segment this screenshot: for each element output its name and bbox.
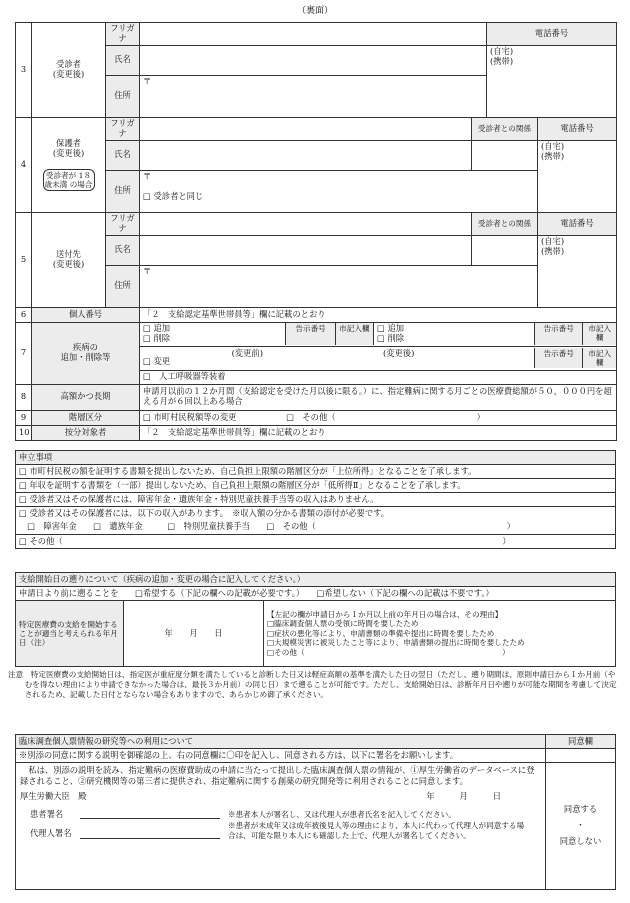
furigana-label: フリガナ <box>106 117 140 140</box>
relation-label: 受診者との関係 <box>472 117 538 140</box>
consent-section <box>15 734 616 890</box>
declaration-section <box>15 450 616 549</box>
after-change-label: (変更後) <box>382 348 415 359</box>
declaration-income-options[interactable]: □ 障害年金 □ 遺族年金 □ 特別児童扶養手当 □ その他（ ） <box>16 521 616 535</box>
agree-option[interactable]: 同意する <box>563 804 598 815</box>
name-label: 氏名 <box>106 235 140 265</box>
furigana-label: フリガナ <box>106 212 140 235</box>
city-entry-label: 市記入欄 <box>583 323 616 345</box>
row-number: 6 <box>16 307 32 322</box>
row-number: 3 <box>16 23 32 118</box>
patient-signature-field[interactable] <box>80 810 220 819</box>
agent-sign-note: ※患者が未成年又は成年被後見人等の理由により、本人に代わって代理人が同意する場合は、可能な限り本人にも確認した上で、代理人が署名してください。 <box>228 821 525 841</box>
retro-reasons[interactable]: 【左記の欄が申請日から１か月以上前の年月日の場合は、その理由】 □臨床調査個人票の受領に時間を要したため □症状の悪化等により、申請書類の準備や提出に時間を要したため □大規模災害に被災したこと等により、申請書類の提出に時間を要したため □その他（ ） <box>264 601 616 667</box>
address-input[interactable]: 〒 <box>140 265 538 307</box>
start-date-label: 特定医療費の支給を開始することが適当と考えられる年月日（注） <box>16 601 124 667</box>
retro-options[interactable]: 申請日より前に遡ることを □希望する（下記の欄への記載が必要です。） □希望しない（下記の欄への記載は不要です。） <box>16 587 616 601</box>
start-date-input[interactable]: 年 月 日 <box>124 601 264 667</box>
retro-header: 支給開始日の遡りについて（疾病の追加・変更の場合に記入してください。） <box>16 573 616 587</box>
before-change-label: (変更前) <box>231 348 263 359</box>
row-number: 5 <box>16 212 32 307</box>
consent-header: 臨床調査個人票情報の研究等への利用について <box>16 735 546 749</box>
city-entry-label: 市記入欄 <box>583 348 616 368</box>
name-label: 氏名 <box>106 45 140 75</box>
patient-sign-note: ※患者本人が署名し、又は代理人が患者氏名を記入してください。 <box>228 809 456 819</box>
disease-change-checkbox[interactable]: □ 変更 <box>143 356 171 367</box>
ventilator-checkbox[interactable]: □ 人工呼吸器等装着 <box>140 370 617 384</box>
tier-options[interactable]: □ 市町村民税額等の変更 □ その他（ ） <box>140 410 617 425</box>
phone-input[interactable]: (自宅) (携帯) <box>538 140 617 212</box>
row-label: 送付先 (変更後) <box>32 212 106 307</box>
declaration-item[interactable]: □ 年収を証明する書類を（一部）提出しないため、自己負担上限額の階層区分が「低所得Ⅱ」となることを了承します。 <box>16 479 616 493</box>
declaration-item[interactable]: □ 受診者又はその保護者には、障害年金・遺族年金・特別児童扶養手当等の収入はありません。 <box>16 493 616 507</box>
phone-label: 電話番号 <box>538 117 617 140</box>
row-label: 階層区分 <box>32 410 140 425</box>
agent-signature-field[interactable] <box>80 830 220 839</box>
row-value: 「２ 支給認定基準世帯員等」欄に記載のとおり <box>140 425 617 440</box>
declaration-header: 申立事項 <box>16 451 616 465</box>
furigana-input[interactable] <box>140 212 472 235</box>
disagree-option[interactable]: 同意しない <box>559 835 602 846</box>
row-value: 「２ 支給認定基準世帯員等」欄に記載のとおり <box>140 307 617 322</box>
name-input[interactable] <box>140 45 487 75</box>
consent-body: 私は、別添の説明を読み、指定難病の医療費助成の申請に当たって提出した臨床調査個人票の情報が、①厚生労働省のデータベースに登録されること、②研究機関等の第三者に提供され、指定難病に関する創薬の研究開発等に利用されることに同意します。 <box>20 765 535 786</box>
relation-input[interactable] <box>472 140 538 170</box>
notice-number-label: 告示番号 <box>535 348 583 368</box>
phone-input[interactable]: (自宅) (携帯) <box>538 235 617 307</box>
patient-sign-label: 患者署名 <box>30 808 64 819</box>
furigana-label: フリガナ <box>106 23 140 46</box>
phone-label: 電話番号 <box>538 212 617 235</box>
declaration-item[interactable]: □ 市町村民税の額を証明する書類を提出しないため、自己負担上限額の階層区分が「上位所得」となることを了承します。 <box>16 465 616 479</box>
furigana-input[interactable] <box>140 23 487 46</box>
name-input[interactable] <box>140 140 472 170</box>
row-label: 保護者 (変更後) 受診者が 1８歳未満 の場合 <box>32 117 106 212</box>
notice-number-label: 告示番号 <box>286 323 335 345</box>
row-label: 個人番号 <box>32 307 140 322</box>
consent-instruction: ※別添の同意に関する説明を御確認の上、右の同意欄に〇印を記入し、同意される方は、以下に署名をお願いします。 <box>16 749 546 763</box>
row-label: 受診者 (変更後) <box>32 23 106 118</box>
page-title: （裏面） <box>296 6 333 16</box>
main-form-table <box>15 22 616 441</box>
consent-column-label: 同意欄 <box>546 735 616 749</box>
name-label: 氏名 <box>106 140 140 170</box>
retro-section <box>15 572 616 667</box>
row-label: 疾病の 追加・削除等 <box>32 322 140 384</box>
declaration-item[interactable]: □ その他（ ） <box>16 535 616 549</box>
phone-input[interactable]: (自宅) (携帯) <box>487 45 617 117</box>
address-label: 住所 <box>106 170 140 212</box>
row-number: 8 <box>16 384 32 410</box>
disease-add-delete-right[interactable]: □ 追加 □ 削除 <box>373 323 534 345</box>
same-as-patient-checkbox[interactable]: □ 受診者と同じ <box>143 190 204 201</box>
notice-number-label: 告示番号 <box>534 323 582 345</box>
phone-label: 電話番号 <box>487 23 617 46</box>
relation-label: 受診者との関係 <box>472 212 538 235</box>
row-number: 9 <box>16 410 32 425</box>
furigana-input[interactable] <box>140 117 472 140</box>
declaration-item[interactable]: □ 受診者又はその保護者には、以下の収入があります。 ※収入額の分かる書類の添付が必要です。 <box>16 507 616 521</box>
retro-note: 注意 特定医療費の支給開始日は、指定医が重症度分類を満たしていると診断した日又は軽症高額の基準を満たした日の翌日（ただし、遡り期間は、原則申請日から１か月前（やむを得ない理由により申請できなかった場合は、最長３か月前）の同じ日）まで遡ることが可能です。ただし、支給開始日は、診断年月日や遡りが可能な期間を考慮して決定されるため、記載した日付とならない場合もありますので、あらかじめ御了承ください。 <box>8 670 617 699</box>
address-label: 住所 <box>106 75 140 117</box>
city-entry-label: 市記入欄 <box>335 323 373 345</box>
relation-input[interactable] <box>472 235 538 265</box>
consent-choice[interactable]: 同意する ・ 同意しない <box>546 763 616 890</box>
row-label: 高額かつ長期 <box>32 384 140 410</box>
address-input[interactable]: 〒 □ 受診者と同じ <box>140 170 538 212</box>
addressee: 厚生労働大臣 殿 <box>20 790 87 801</box>
address-label: 住所 <box>106 265 140 307</box>
address-input[interactable]: 〒 <box>140 75 487 117</box>
disease-add-delete-left[interactable]: □ 追加 □ 削除 <box>140 323 286 345</box>
row-number: 10 <box>16 425 32 440</box>
row-value: 申請月以前の１２か月間（支給認定を受けた月以後に限る。）に、指定難病に関する月ごとの医療費総額が５０，０００円を超える月が６回以上ある場合 <box>140 384 617 410</box>
agent-sign-label: 代理人署名 <box>30 828 72 839</box>
row-number: 7 <box>16 322 32 384</box>
name-input[interactable] <box>140 235 472 265</box>
consent-date[interactable]: 年 月 日 <box>426 790 501 801</box>
row-number: 4 <box>16 117 32 212</box>
row-label: 按分対象者 <box>32 425 140 440</box>
